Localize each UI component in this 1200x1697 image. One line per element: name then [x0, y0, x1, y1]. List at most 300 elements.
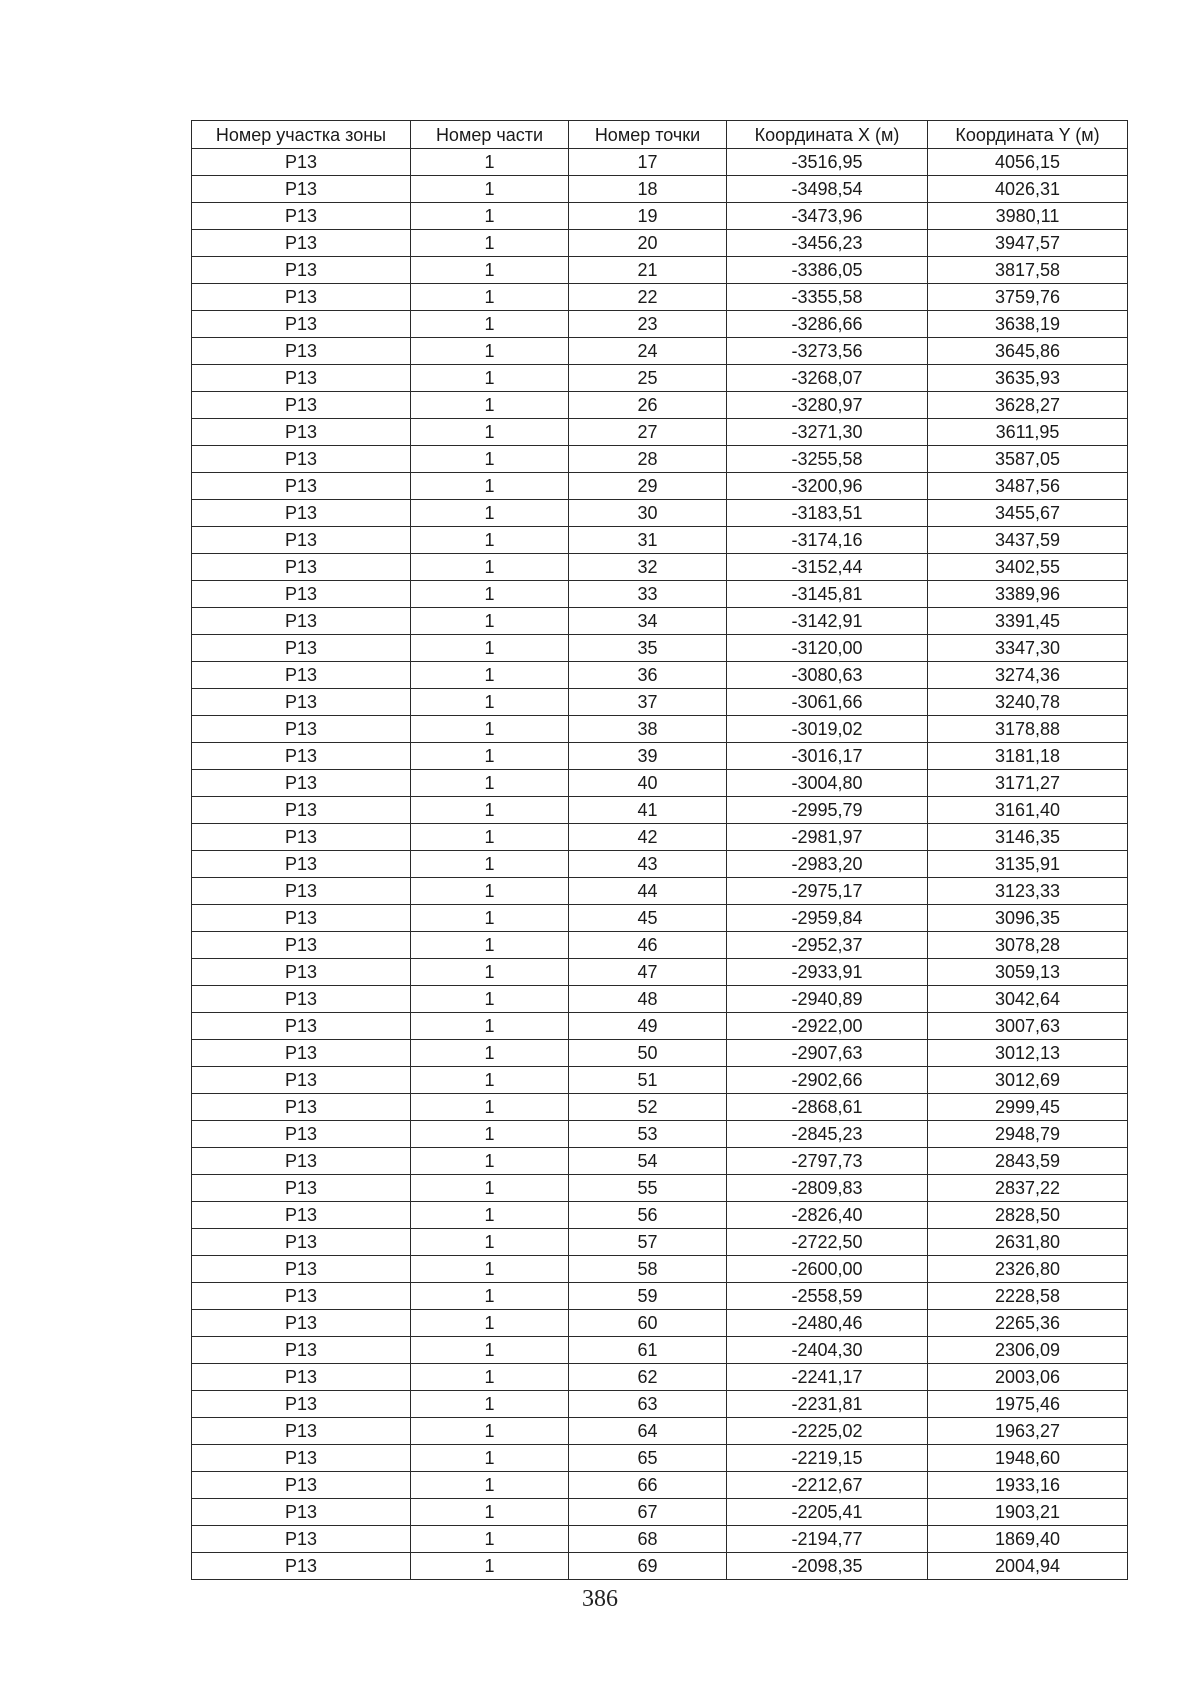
- cell-coordinate-y: 3455,67: [928, 500, 1128, 527]
- table-row: [192, 500, 1128, 527]
- cell-part-number: 1: [411, 365, 569, 392]
- table-row: [192, 689, 1128, 716]
- cell-point-number: 18: [569, 176, 727, 203]
- cell-zone-section: Р13: [192, 500, 411, 527]
- cell-point-number: 38: [569, 716, 727, 743]
- cell-part-number: 1: [411, 932, 569, 959]
- cell-part-number: 1: [411, 1526, 569, 1553]
- cell-coordinate-x: -2722,50: [727, 1229, 928, 1256]
- table-row: [192, 878, 1128, 905]
- cell-zone-section: Р13: [192, 446, 411, 473]
- cell-zone-section: Р13: [192, 176, 411, 203]
- cell-coordinate-x: -3174,16: [727, 527, 928, 554]
- table-row: [192, 770, 1128, 797]
- cell-part-number: 1: [411, 419, 569, 446]
- cell-zone-section: Р13: [192, 1175, 411, 1202]
- cell-part-number: 1: [411, 662, 569, 689]
- table-row: [192, 1067, 1128, 1094]
- cell-coordinate-x: -3268,07: [727, 365, 928, 392]
- cell-coordinate-x: -2995,79: [727, 797, 928, 824]
- table-row: [192, 284, 1128, 311]
- table-row: [192, 176, 1128, 203]
- table-row: [192, 419, 1128, 446]
- cell-point-number: 62: [569, 1364, 727, 1391]
- cell-coordinate-x: -3004,80: [727, 770, 928, 797]
- cell-zone-section: Р13: [192, 689, 411, 716]
- cell-part-number: 1: [411, 230, 569, 257]
- cell-coordinate-x: -2902,66: [727, 1067, 928, 1094]
- cell-zone-section: Р13: [192, 1499, 411, 1526]
- cell-part-number: 1: [411, 635, 569, 662]
- table-row: [192, 1013, 1128, 1040]
- cell-point-number: 42: [569, 824, 727, 851]
- cell-zone-section: Р13: [192, 1256, 411, 1283]
- cell-coordinate-x: -3145,81: [727, 581, 928, 608]
- cell-point-number: 27: [569, 419, 727, 446]
- cell-zone-section: Р13: [192, 608, 411, 635]
- table-row: [192, 392, 1128, 419]
- cell-coordinate-x: -3016,17: [727, 743, 928, 770]
- cell-zone-section: Р13: [192, 1391, 411, 1418]
- cell-part-number: 1: [411, 797, 569, 824]
- cell-point-number: 22: [569, 284, 727, 311]
- cell-zone-section: Р13: [192, 581, 411, 608]
- cell-zone-section: Р13: [192, 635, 411, 662]
- cell-zone-section: Р13: [192, 473, 411, 500]
- cell-part-number: 1: [411, 446, 569, 473]
- cell-zone-section: Р13: [192, 1445, 411, 1472]
- cell-coordinate-x: -2205,41: [727, 1499, 928, 1526]
- cell-coordinate-x: -2826,40: [727, 1202, 928, 1229]
- header-part-number: Номер части: [411, 121, 569, 149]
- cell-point-number: 64: [569, 1418, 727, 1445]
- cell-zone-section: Р13: [192, 1418, 411, 1445]
- cell-coordinate-x: -3273,56: [727, 338, 928, 365]
- cell-coordinate-x: -3200,96: [727, 473, 928, 500]
- cell-coordinate-y: 3759,76: [928, 284, 1128, 311]
- table-row: [192, 1418, 1128, 1445]
- table-row: [192, 797, 1128, 824]
- cell-coordinate-x: -3019,02: [727, 716, 928, 743]
- cell-zone-section: Р13: [192, 851, 411, 878]
- cell-part-number: 1: [411, 716, 569, 743]
- cell-part-number: 1: [411, 1256, 569, 1283]
- cell-part-number: 1: [411, 1391, 569, 1418]
- table-row: [192, 1499, 1128, 1526]
- cell-point-number: 56: [569, 1202, 727, 1229]
- cell-point-number: 24: [569, 338, 727, 365]
- cell-zone-section: Р13: [192, 1364, 411, 1391]
- cell-coordinate-y: 2948,79: [928, 1121, 1128, 1148]
- cell-coordinate-y: 3817,58: [928, 257, 1128, 284]
- cell-point-number: 68: [569, 1526, 727, 1553]
- cell-coordinate-x: -3142,91: [727, 608, 928, 635]
- cell-part-number: 1: [411, 500, 569, 527]
- cell-zone-section: Р13: [192, 1310, 411, 1337]
- cell-coordinate-x: -3255,58: [727, 446, 928, 473]
- cell-coordinate-x: -2404,30: [727, 1337, 928, 1364]
- table-row: [192, 1553, 1128, 1580]
- table-row: [192, 1121, 1128, 1148]
- cell-coordinate-x: -3271,30: [727, 419, 928, 446]
- cell-part-number: 1: [411, 986, 569, 1013]
- cell-part-number: 1: [411, 1121, 569, 1148]
- cell-zone-section: Р13: [192, 338, 411, 365]
- cell-zone-section: Р13: [192, 1526, 411, 1553]
- cell-point-number: 60: [569, 1310, 727, 1337]
- cell-coordinate-y: 3274,36: [928, 662, 1128, 689]
- cell-point-number: 37: [569, 689, 727, 716]
- cell-point-number: 19: [569, 203, 727, 230]
- cell-zone-section: Р13: [192, 905, 411, 932]
- cell-part-number: 1: [411, 1067, 569, 1094]
- cell-part-number: 1: [411, 608, 569, 635]
- table-row: [192, 1472, 1128, 1499]
- cell-part-number: 1: [411, 959, 569, 986]
- cell-part-number: 1: [411, 905, 569, 932]
- table-row: [192, 1310, 1128, 1337]
- table-row: [192, 1202, 1128, 1229]
- header-coordinate-y: Координата Y (м): [928, 121, 1128, 149]
- table-row: [192, 635, 1128, 662]
- cell-part-number: 1: [411, 1094, 569, 1121]
- cell-coordinate-x: -2600,00: [727, 1256, 928, 1283]
- table-row: [192, 365, 1128, 392]
- cell-coordinate-x: -2933,91: [727, 959, 928, 986]
- table-row: [192, 149, 1128, 176]
- cell-coordinate-y: 3402,55: [928, 554, 1128, 581]
- cell-part-number: 1: [411, 338, 569, 365]
- cell-coordinate-x: -2231,81: [727, 1391, 928, 1418]
- cell-coordinate-y: 3437,59: [928, 527, 1128, 554]
- cell-coordinate-y: 3645,86: [928, 338, 1128, 365]
- cell-point-number: 50: [569, 1040, 727, 1067]
- table-row: [192, 1283, 1128, 1310]
- cell-part-number: 1: [411, 1472, 569, 1499]
- cell-zone-section: Р13: [192, 1094, 411, 1121]
- cell-zone-section: Р13: [192, 1040, 411, 1067]
- table-row: [192, 1256, 1128, 1283]
- table-row: [192, 743, 1128, 770]
- table-row: [192, 608, 1128, 635]
- cell-coordinate-y: 4026,31: [928, 176, 1128, 203]
- table-row: [192, 554, 1128, 581]
- table-row: [192, 662, 1128, 689]
- cell-point-number: 28: [569, 446, 727, 473]
- cell-part-number: 1: [411, 554, 569, 581]
- cell-zone-section: Р13: [192, 554, 411, 581]
- table-row: [192, 203, 1128, 230]
- cell-coordinate-y: 1948,60: [928, 1445, 1128, 1472]
- cell-coordinate-y: 2228,58: [928, 1283, 1128, 1310]
- cell-part-number: 1: [411, 392, 569, 419]
- cell-coordinate-x: -2558,59: [727, 1283, 928, 1310]
- cell-coordinate-x: -3061,66: [727, 689, 928, 716]
- cell-part-number: 1: [411, 149, 569, 176]
- cell-zone-section: Р13: [192, 932, 411, 959]
- cell-coordinate-y: 1933,16: [928, 1472, 1128, 1499]
- cell-zone-section: Р13: [192, 824, 411, 851]
- cell-coordinate-x: -3286,66: [727, 311, 928, 338]
- cell-point-number: 69: [569, 1553, 727, 1580]
- cell-coordinate-y: 2004,94: [928, 1553, 1128, 1580]
- cell-zone-section: Р13: [192, 203, 411, 230]
- cell-coordinate-x: -3516,95: [727, 149, 928, 176]
- cell-point-number: 26: [569, 392, 727, 419]
- table-body: [192, 149, 1128, 1580]
- table-row: [192, 1229, 1128, 1256]
- table-row: [192, 527, 1128, 554]
- cell-coordinate-y: 3181,18: [928, 743, 1128, 770]
- table-row: [192, 959, 1128, 986]
- cell-zone-section: Р13: [192, 257, 411, 284]
- cell-coordinate-y: 3638,19: [928, 311, 1128, 338]
- cell-coordinate-y: 3135,91: [928, 851, 1128, 878]
- cell-coordinate-y: 3947,57: [928, 230, 1128, 257]
- cell-coordinate-x: -2952,37: [727, 932, 928, 959]
- cell-part-number: 1: [411, 176, 569, 203]
- cell-zone-section: Р13: [192, 311, 411, 338]
- table-row: [192, 824, 1128, 851]
- cell-point-number: 40: [569, 770, 727, 797]
- cell-part-number: 1: [411, 689, 569, 716]
- cell-point-number: 23: [569, 311, 727, 338]
- cell-zone-section: Р13: [192, 365, 411, 392]
- cell-coordinate-x: -2480,46: [727, 1310, 928, 1337]
- cell-zone-section: Р13: [192, 149, 411, 176]
- cell-coordinate-x: -2809,83: [727, 1175, 928, 1202]
- cell-point-number: 63: [569, 1391, 727, 1418]
- cell-coordinate-y: 3391,45: [928, 608, 1128, 635]
- cell-point-number: 45: [569, 905, 727, 932]
- cell-part-number: 1: [411, 203, 569, 230]
- cell-point-number: 48: [569, 986, 727, 1013]
- cell-coordinate-x: -3183,51: [727, 500, 928, 527]
- cell-zone-section: Р13: [192, 1337, 411, 1364]
- cell-coordinate-x: -2241,17: [727, 1364, 928, 1391]
- cell-coordinate-y: 3980,11: [928, 203, 1128, 230]
- table-row: [192, 1337, 1128, 1364]
- cell-point-number: 25: [569, 365, 727, 392]
- cell-zone-section: Р13: [192, 959, 411, 986]
- cell-zone-section: Р13: [192, 392, 411, 419]
- cell-coordinate-x: -2922,00: [727, 1013, 928, 1040]
- cell-coordinate-x: -2225,02: [727, 1418, 928, 1445]
- cell-part-number: 1: [411, 770, 569, 797]
- cell-part-number: 1: [411, 1013, 569, 1040]
- cell-zone-section: Р13: [192, 662, 411, 689]
- cell-point-number: 47: [569, 959, 727, 986]
- cell-coordinate-y: 3635,93: [928, 365, 1128, 392]
- cell-point-number: 55: [569, 1175, 727, 1202]
- table-row: [192, 311, 1128, 338]
- cell-coordinate-y: 3240,78: [928, 689, 1128, 716]
- table-row: [192, 851, 1128, 878]
- cell-zone-section: Р13: [192, 797, 411, 824]
- cell-coordinate-y: 3096,35: [928, 905, 1128, 932]
- cell-part-number: 1: [411, 878, 569, 905]
- cell-zone-section: Р13: [192, 527, 411, 554]
- cell-point-number: 41: [569, 797, 727, 824]
- cell-point-number: 34: [569, 608, 727, 635]
- cell-part-number: 1: [411, 824, 569, 851]
- table-row: [192, 716, 1128, 743]
- cell-coordinate-y: 3347,30: [928, 635, 1128, 662]
- cell-coordinate-x: -2983,20: [727, 851, 928, 878]
- cell-zone-section: Р13: [192, 770, 411, 797]
- cell-point-number: 57: [569, 1229, 727, 1256]
- cell-part-number: 1: [411, 1499, 569, 1526]
- table-row: [192, 446, 1128, 473]
- cell-zone-section: Р13: [192, 743, 411, 770]
- cell-coordinate-y: 1975,46: [928, 1391, 1128, 1418]
- cell-coordinate-y: 2837,22: [928, 1175, 1128, 1202]
- cell-point-number: 54: [569, 1148, 727, 1175]
- cell-coordinate-y: 2999,45: [928, 1094, 1128, 1121]
- cell-coordinate-x: -3120,00: [727, 635, 928, 662]
- cell-coordinate-y: 3078,28: [928, 932, 1128, 959]
- table-row: [192, 1526, 1128, 1553]
- cell-point-number: 46: [569, 932, 727, 959]
- table-row: [192, 473, 1128, 500]
- cell-point-number: 44: [569, 878, 727, 905]
- table-row: [192, 257, 1128, 284]
- cell-coordinate-y: 1963,27: [928, 1418, 1128, 1445]
- cell-coordinate-y: 3012,69: [928, 1067, 1128, 1094]
- table-row: [192, 986, 1128, 1013]
- cell-part-number: 1: [411, 1418, 569, 1445]
- cell-part-number: 1: [411, 311, 569, 338]
- cell-coordinate-x: -3498,54: [727, 176, 928, 203]
- cell-zone-section: Р13: [192, 1472, 411, 1499]
- cell-coordinate-x: -2797,73: [727, 1148, 928, 1175]
- header-point-number: Номер точки: [569, 121, 727, 149]
- cell-point-number: 43: [569, 851, 727, 878]
- cell-part-number: 1: [411, 1310, 569, 1337]
- cell-part-number: 1: [411, 257, 569, 284]
- cell-part-number: 1: [411, 1553, 569, 1580]
- cell-part-number: 1: [411, 1445, 569, 1472]
- cell-coordinate-x: -2098,35: [727, 1553, 928, 1580]
- cell-coordinate-y: 2631,80: [928, 1229, 1128, 1256]
- cell-coordinate-y: 2326,80: [928, 1256, 1128, 1283]
- cell-coordinate-x: -2940,89: [727, 986, 928, 1013]
- cell-point-number: 65: [569, 1445, 727, 1472]
- cell-point-number: 66: [569, 1472, 727, 1499]
- cell-zone-section: Р13: [192, 716, 411, 743]
- cell-zone-section: Р13: [192, 986, 411, 1013]
- cell-coordinate-y: 2306,09: [928, 1337, 1128, 1364]
- cell-point-number: 32: [569, 554, 727, 581]
- cell-point-number: 31: [569, 527, 727, 554]
- cell-coordinate-x: -2194,77: [727, 1526, 928, 1553]
- cell-coordinate-x: -2959,84: [727, 905, 928, 932]
- cell-point-number: 21: [569, 257, 727, 284]
- cell-point-number: 29: [569, 473, 727, 500]
- cell-point-number: 20: [569, 230, 727, 257]
- cell-part-number: 1: [411, 1175, 569, 1202]
- cell-coordinate-y: 3389,96: [928, 581, 1128, 608]
- cell-coordinate-x: -3152,44: [727, 554, 928, 581]
- cell-point-number: 39: [569, 743, 727, 770]
- cell-coordinate-x: -2907,63: [727, 1040, 928, 1067]
- cell-point-number: 30: [569, 500, 727, 527]
- table-row: [192, 1364, 1128, 1391]
- cell-coordinate-y: 3587,05: [928, 446, 1128, 473]
- table-row: [192, 1445, 1128, 1472]
- cell-part-number: 1: [411, 1283, 569, 1310]
- cell-coordinate-y: 3171,27: [928, 770, 1128, 797]
- cell-point-number: 33: [569, 581, 727, 608]
- table-row: [192, 932, 1128, 959]
- cell-coordinate-y: 3611,95: [928, 419, 1128, 446]
- table-row: [192, 1391, 1128, 1418]
- cell-part-number: 1: [411, 1148, 569, 1175]
- cell-zone-section: Р13: [192, 1067, 411, 1094]
- cell-coordinate-y: 2003,06: [928, 1364, 1128, 1391]
- cell-part-number: 1: [411, 284, 569, 311]
- cell-coordinate-y: 3487,56: [928, 473, 1128, 500]
- cell-coordinate-y: 3007,63: [928, 1013, 1128, 1040]
- cell-coordinate-x: -3473,96: [727, 203, 928, 230]
- cell-part-number: 1: [411, 851, 569, 878]
- table-row: [192, 581, 1128, 608]
- cell-coordinate-y: 1903,21: [928, 1499, 1128, 1526]
- cell-zone-section: Р13: [192, 230, 411, 257]
- cell-part-number: 1: [411, 473, 569, 500]
- cell-part-number: 1: [411, 1229, 569, 1256]
- cell-point-number: 17: [569, 149, 727, 176]
- cell-point-number: 36: [569, 662, 727, 689]
- cell-zone-section: Р13: [192, 1229, 411, 1256]
- cell-zone-section: Р13: [192, 878, 411, 905]
- cell-coordinate-x: -2868,61: [727, 1094, 928, 1121]
- table-row: [192, 1148, 1128, 1175]
- table-row: [192, 905, 1128, 932]
- cell-part-number: 1: [411, 527, 569, 554]
- table-row: [192, 230, 1128, 257]
- cell-coordinate-x: -2219,15: [727, 1445, 928, 1472]
- cell-part-number: 1: [411, 743, 569, 770]
- cell-coordinate-y: 2828,50: [928, 1202, 1128, 1229]
- cell-coordinate-y: 4056,15: [928, 149, 1128, 176]
- cell-zone-section: Р13: [192, 419, 411, 446]
- table-header-row: [192, 121, 1128, 149]
- cell-coordinate-x: -3080,63: [727, 662, 928, 689]
- cell-coordinate-y: 1869,40: [928, 1526, 1128, 1553]
- cell-coordinate-x: -2212,67: [727, 1472, 928, 1499]
- cell-coordinate-y: 3178,88: [928, 716, 1128, 743]
- cell-coordinate-y: 3123,33: [928, 878, 1128, 905]
- cell-point-number: 61: [569, 1337, 727, 1364]
- cell-zone-section: Р13: [192, 1283, 411, 1310]
- cell-point-number: 67: [569, 1499, 727, 1526]
- cell-coordinate-y: 3628,27: [928, 392, 1128, 419]
- cell-coordinate-y: 2265,36: [928, 1310, 1128, 1337]
- cell-coordinate-x: -3386,05: [727, 257, 928, 284]
- cell-part-number: 1: [411, 1364, 569, 1391]
- table-row: [192, 1040, 1128, 1067]
- cell-coordinate-y: 3012,13: [928, 1040, 1128, 1067]
- header-zone-section: Номер участка зоны: [192, 121, 411, 149]
- cell-part-number: 1: [411, 1202, 569, 1229]
- cell-zone-section: Р13: [192, 1148, 411, 1175]
- cell-zone-section: Р13: [192, 284, 411, 311]
- cell-coordinate-y: 3146,35: [928, 824, 1128, 851]
- cell-point-number: 58: [569, 1256, 727, 1283]
- page-number: 386: [582, 1586, 618, 1612]
- table-row: [192, 1175, 1128, 1202]
